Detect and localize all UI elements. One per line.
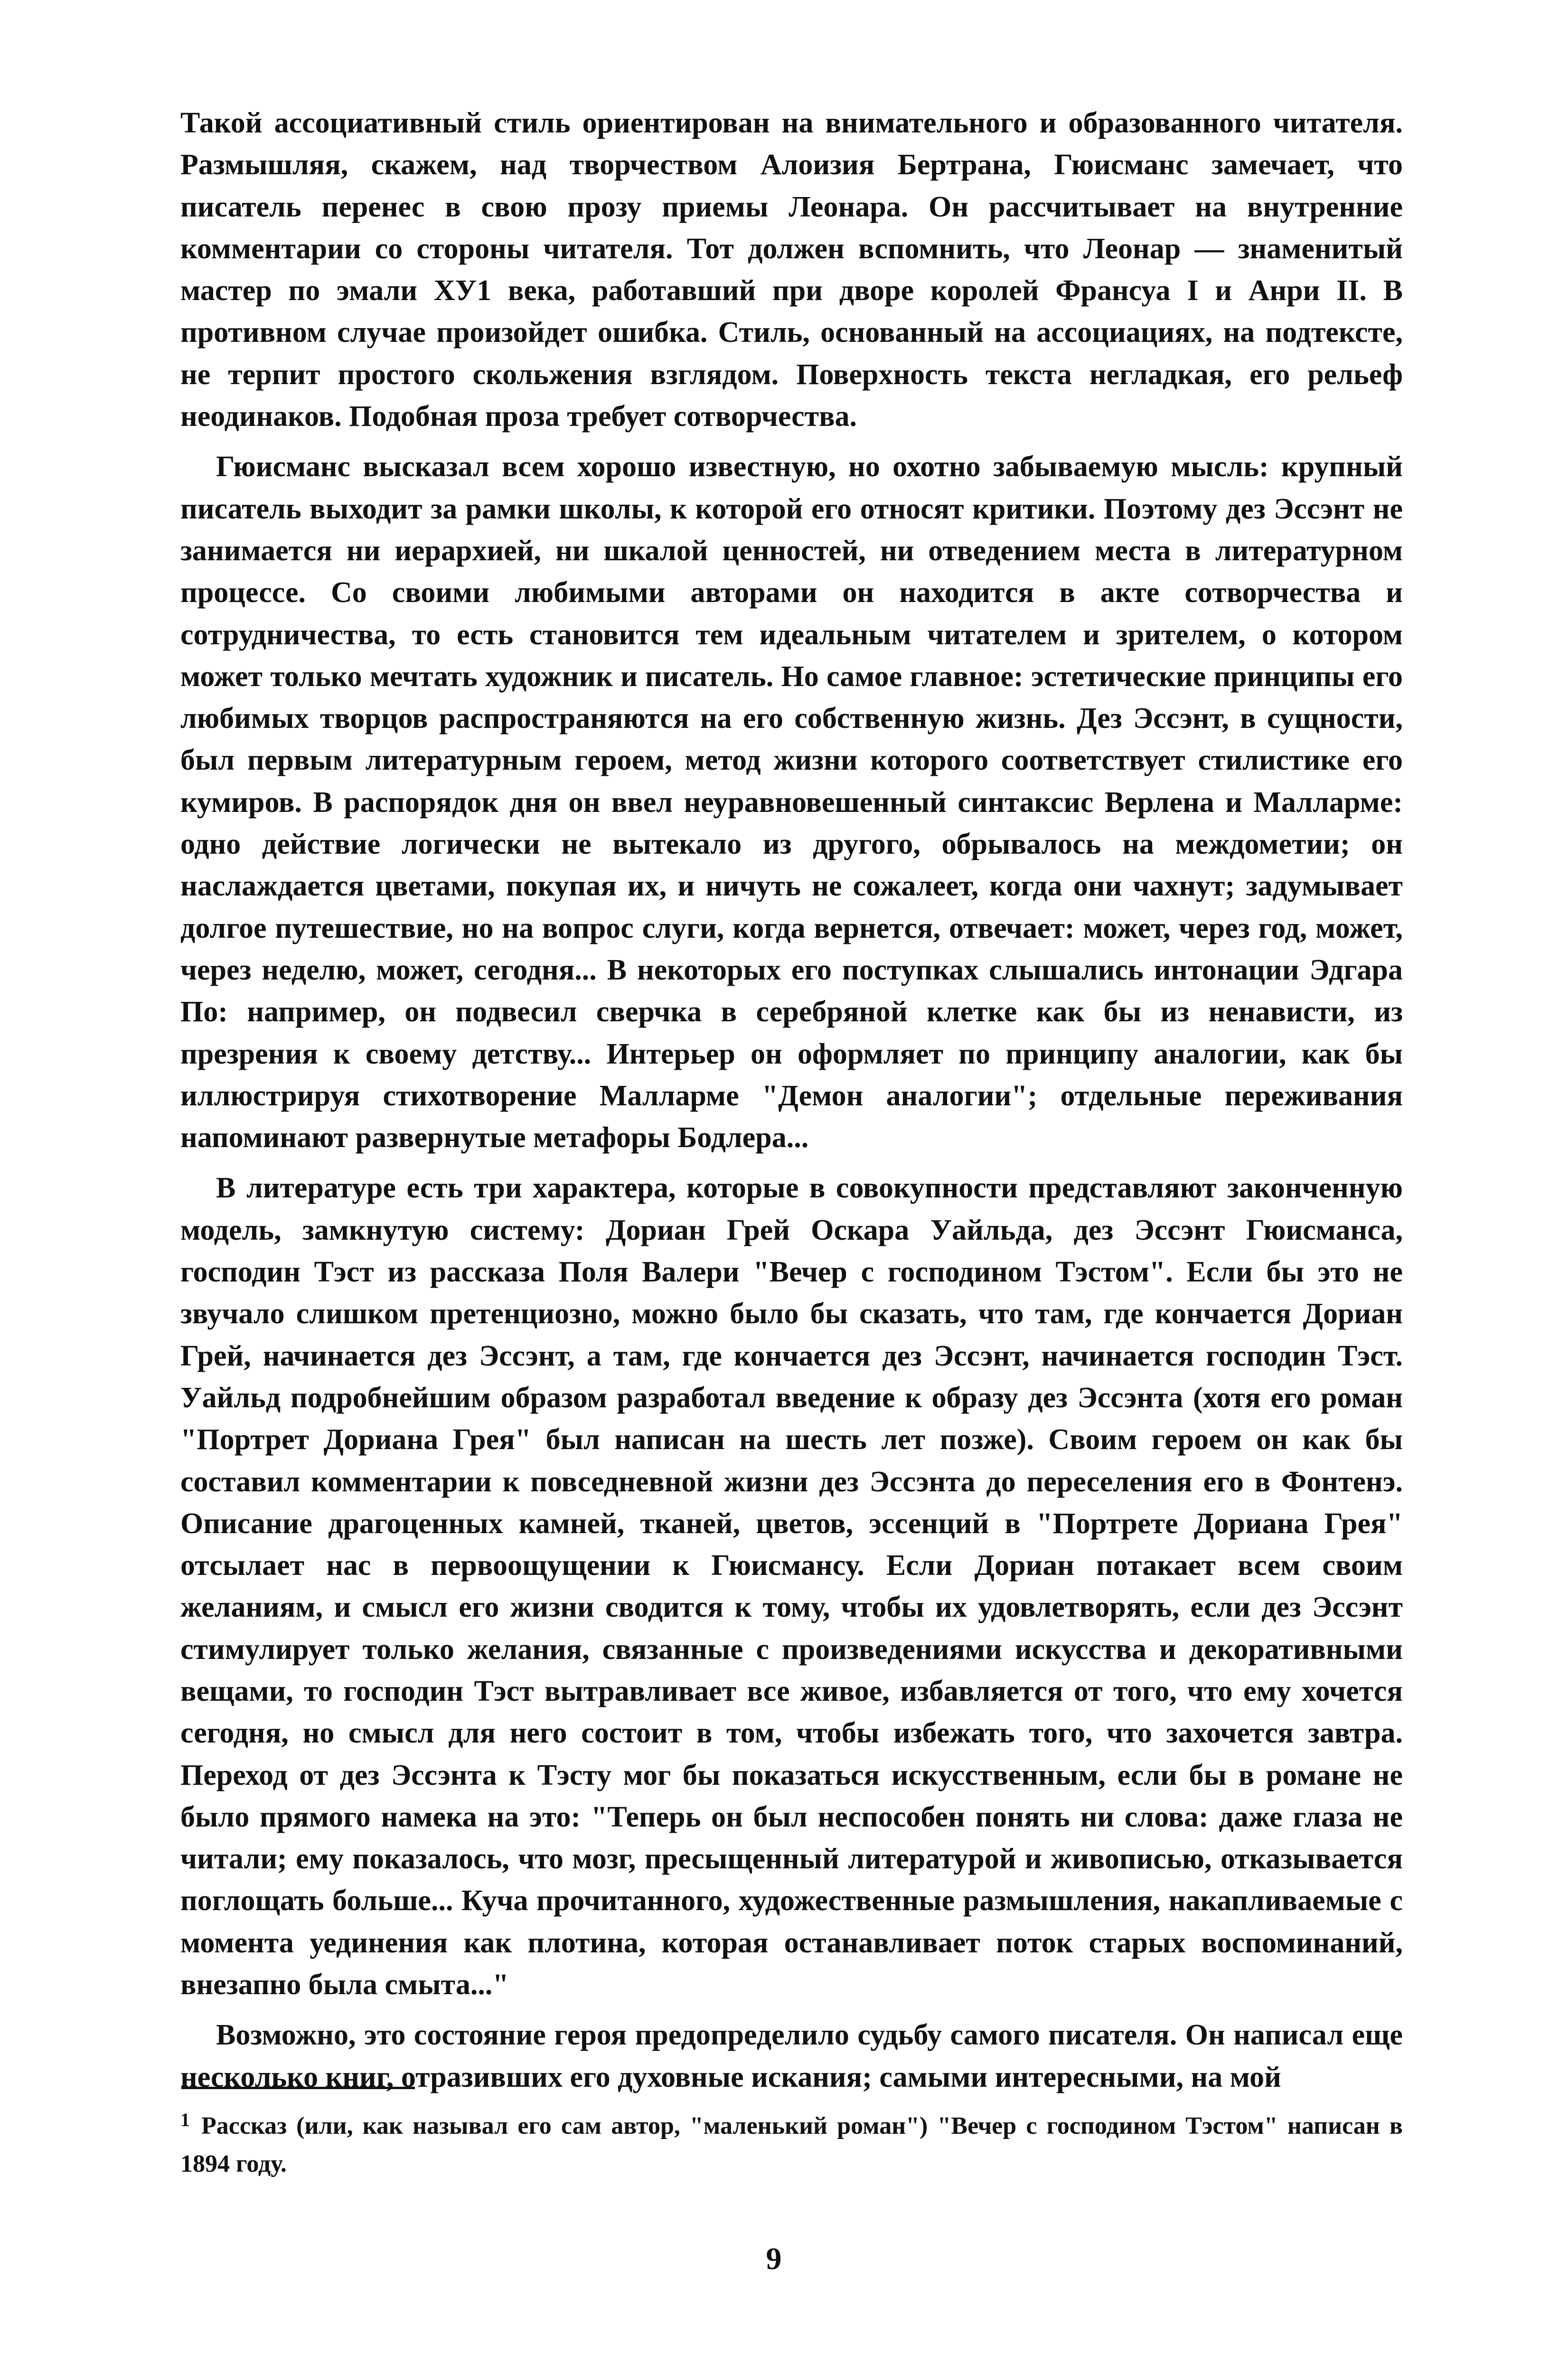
paragraph-4: Возможно, это состояние героя предопределило судьбу самого писателя. Он написал еще несколько книг, отразивших его духовные искания; самыми интересными, на мой xyxy=(180,2019,1403,2093)
paragraph-2: Гюисманс высказал всем хорошо известную, но охотно забываемую мысль: крупный писатель выходит за рамки школы, к которой его относят критики. Поэтому дез Эссэнт не занимается ни иерархией, ни шкалой ценностей, ни отведением места в литературном процессе. Со своими любимыми авторами он находится в акте сотворчества и сотрудничества, то есть становится тем идеальным читателем и зрителем, о котором может только мечтать художник и писатель. Но самое главное: эстетические принципы его любимых творцов распространяются на его собственную жизнь. Дез Эссэнт, в сущности, был первым литературным героем, метод жизни которого соответствует стилистике его кумиров. В распорядок дня он ввел неуравновешенный синтаксис Верлена и Малларме: одно действие логически не вытекало из другого, обрывалось на междометии; он наслаждается цветами, покупая их, и ничуть не сожалеет, когда они чахнут; задумывает долгое путешествие, но на вопрос слуги, когда вернется, отвечает: может, через год, может, через неделю, может, сегодня... В некоторых его поступках слышались интонации Эдгара По: например, он подвесил сверчка в серебряной клетке как бы из ненависти, из презрения к своему детству... Интерьер он оформляет по принципу аналогии, как бы иллюстрируя стихотворение Малларме "Демон аналогии"; отдельные переживания напоминают развернутые метафоры Бодлера... xyxy=(180,451,1403,1154)
footnote-text: Рассказ (или, как называл его сам автор, "маленький роман") "Вечер с господином Тэстом" написан в 1894 году. xyxy=(180,2112,1403,2177)
page-number: 9 xyxy=(766,2242,782,2276)
footnote-separator xyxy=(181,2087,415,2089)
footnote-marker: 1 xyxy=(180,2109,190,2130)
paragraph-1: Такой ассоциативный стиль ориентирован на внимательного и образованного читателя. Размышляя, скажем, над творчеством Алоизия Бертрана, Гюисманс замечает, что писатель перенес в свою прозу приемы Леонара. Он рассчитывает на внутренние комментарии со стороны читателя. Тот должен вспомнить, что Леонар — знаменитый мастер по эмали ХУ1 века, работавший при дворе королей Франсуа I и Анри II. В противном случае произойдет ошибка. Стиль, основанный на ассоциациях, на подтексте, не терпит простого скольжения взглядом. Поверхность текста негладкая, его рельеф неодинаков. Подобная проза требует сотворчества. xyxy=(180,107,1403,433)
main-text xyxy=(180,102,1403,2098)
footnote xyxy=(180,2101,1403,2183)
paragraph-3: В литературе есть три характера, которые в совокупности представляют законченную модель, замкнутую систему: Дориан Грей Оскара Уайльда, дез Эссэнт Гюисманса, господин Тэст из рассказа Поля Валери "Вечер с господином Тэстом". Если бы это не звучало слишком претенциозно, можно было бы сказать, что там, где кончается Дориан Грей, начинается дез Эссэнт, а там, где кончается дез Эссэнт, начинается господин Тэст. Уайльд подробнейшим образом разработал введение к образу дез Эссэнта (хотя его роман "Портрет Дориана Грея" был написан на шесть лет позже). Своим героем он как бы составил комментарии к повседневной жизни дез Эссэнта до переселения его в Фонтенэ. Описание драгоценных камней, тканей, цветов, эссенций в "Портрете Дориана Грея" отсылает нас в первоощущении к Гюисмансу. Если Дориан потакает всем своим желаниям, и смысл его жизни сводится к тому, чтобы их удовлетворять, если дез Эссэнт стимулирует только желания, связанные с произведениями искусства и декоративными вещами, то господин Тэст вытравливает все живое, избавляется от того, что ему хочется сегодня, но смысл для него состоит в том, чтобы избежать того, что захочется завтра. Переход от дез Эссэнта к Тэсту мог бы показаться искусственным, если бы в романе не было прямого намека на это: "Теперь он был неспособен понять ни слова: даже глаза не читали; ему показалось, что мозг, пресыщенный литературой и живописью, отказывается поглощать больше... Куча прочитанного, художественные размышления, накапливаемые с момента уединения как плотина, которая останавливает поток старых воспоминаний, внезапно была смыта..." xyxy=(180,1172,1403,2001)
